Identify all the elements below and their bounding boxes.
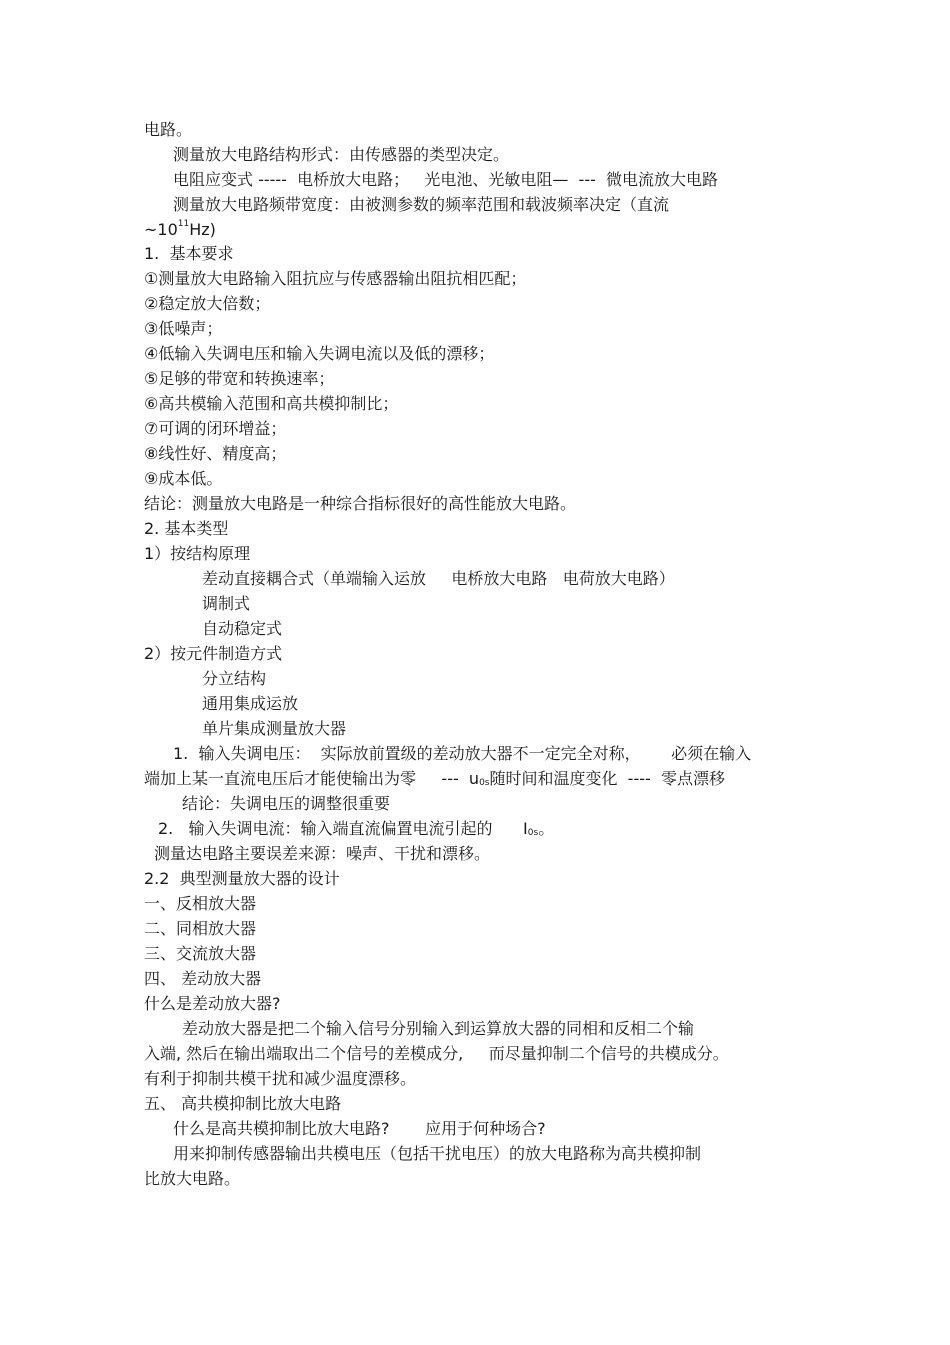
text-line: 单片集成测量放大器 bbox=[202, 719, 347, 738]
list-item: ③低噪声； bbox=[144, 319, 223, 338]
text-run: ~10 bbox=[144, 220, 178, 239]
text-line: 1）按结构原理 bbox=[144, 544, 251, 563]
text-run: 端加上某一直流电压后才能使输出为零 --- u bbox=[144, 769, 480, 788]
text-line: 一、反相放大器 bbox=[144, 894, 257, 913]
text-line: 测量放大电路结构形式：由传感器的类型决定。 bbox=[173, 145, 510, 164]
text-run: 2. 输入失调电流：输入端直流偏置电流引起的 I bbox=[158, 819, 528, 838]
subscript: 0s bbox=[527, 828, 539, 838]
list-item: ⑤足够的带宽和转换速率； bbox=[144, 369, 335, 388]
text-line: 通用集成运放 bbox=[202, 694, 299, 713]
list-item: ①测量放大电路输入阻抗应与传感器输出阻抗相匹配； bbox=[144, 269, 527, 288]
section-heading: 1. 基本要求 bbox=[144, 244, 234, 263]
text-line: 有利于抑制共模干扰和减少温度漂移。 bbox=[144, 1069, 417, 1088]
text-line: 差动直接耦合式（单端输入运放 电桥放大电路 电荷放大电路） bbox=[202, 569, 675, 588]
text-line: 测量达电路主要误差来源：噪声、干扰和漂移。 bbox=[154, 844, 491, 863]
subscript: 0s bbox=[479, 778, 490, 788]
text-line: 结论：测量放大电路是一种综合指标很好的高性能放大电路。 bbox=[144, 494, 577, 513]
list-item: ⑨成本低。 bbox=[144, 469, 223, 488]
text-line: 二、同相放大器 bbox=[144, 919, 257, 938]
text-line: 比放大电路。 bbox=[144, 1169, 241, 1188]
list-item: ⑦可调的闭环增益； bbox=[144, 419, 287, 438]
text-line: 差动放大器是把二个输入信号分别输入到运算放大器的同相和反相二个输 bbox=[182, 1019, 695, 1038]
list-item: ⑥高共模输入范围和高共模抑制比； bbox=[144, 394, 399, 413]
section-heading: 2.2 典型测量放大器的设计 bbox=[144, 869, 340, 888]
list-item: ②稳定放大倍数； bbox=[144, 294, 271, 313]
text-line: 电路。 bbox=[144, 120, 193, 139]
section-heading: 2. 基本类型 bbox=[144, 519, 229, 538]
text-line: 电阻应变式 ----- 电桥放大电路； 光电池、光敏电阻— --- 微电流放大电路 bbox=[173, 170, 719, 189]
text-line: 什么是高共模抑制比放大电路? 应用于何种场合? bbox=[173, 1119, 546, 1138]
text-line bbox=[144, 220, 216, 240]
list-item: ④低输入失调电压和输入失调电流以及低的漂移； bbox=[144, 344, 495, 363]
text-line bbox=[144, 769, 725, 789]
text-line: 自动稳定式 bbox=[202, 619, 283, 638]
text-line: 五、 高共模抑制比放大电路 bbox=[144, 1094, 342, 1113]
text-run: Hz) bbox=[189, 220, 216, 239]
text-line: 调制式 bbox=[202, 594, 251, 613]
text-line: 用来抑制传感器输出共模电压（包括干扰电压）的放大电路称为高共模抑制 bbox=[173, 1144, 702, 1163]
superscript: 11 bbox=[177, 219, 190, 229]
text-run: 。 bbox=[538, 819, 555, 838]
text-line: 入端, 然后在输出端取出二个信号的差模成分, 而尽量抑制二个信号的共模成分。 bbox=[144, 1044, 729, 1063]
text-line: 测量放大电路频带宽度：由被测参数的频率范围和载波频率决定（直流 bbox=[173, 195, 670, 214]
text-line: 1. 输入失调电压： 实际放前置级的差动放大器不一定完全对称， 必须在输入 bbox=[173, 744, 752, 763]
text-line: 结论：失调电压的调整很重要 bbox=[182, 794, 391, 813]
text-run: 随时间和温度变化 ---- 零点漂移 bbox=[489, 769, 725, 788]
text-line: 2）按元件制造方式 bbox=[144, 644, 283, 663]
list-item: ⑧线性好、精度高； bbox=[144, 444, 287, 463]
text-line: 什么是差动放大器? bbox=[144, 994, 281, 1013]
text-line: 三、交流放大器 bbox=[144, 944, 257, 963]
text-line: 分立结构 bbox=[202, 669, 267, 688]
text-line: 四、 差动放大器 bbox=[144, 969, 262, 988]
text-line bbox=[158, 819, 554, 839]
